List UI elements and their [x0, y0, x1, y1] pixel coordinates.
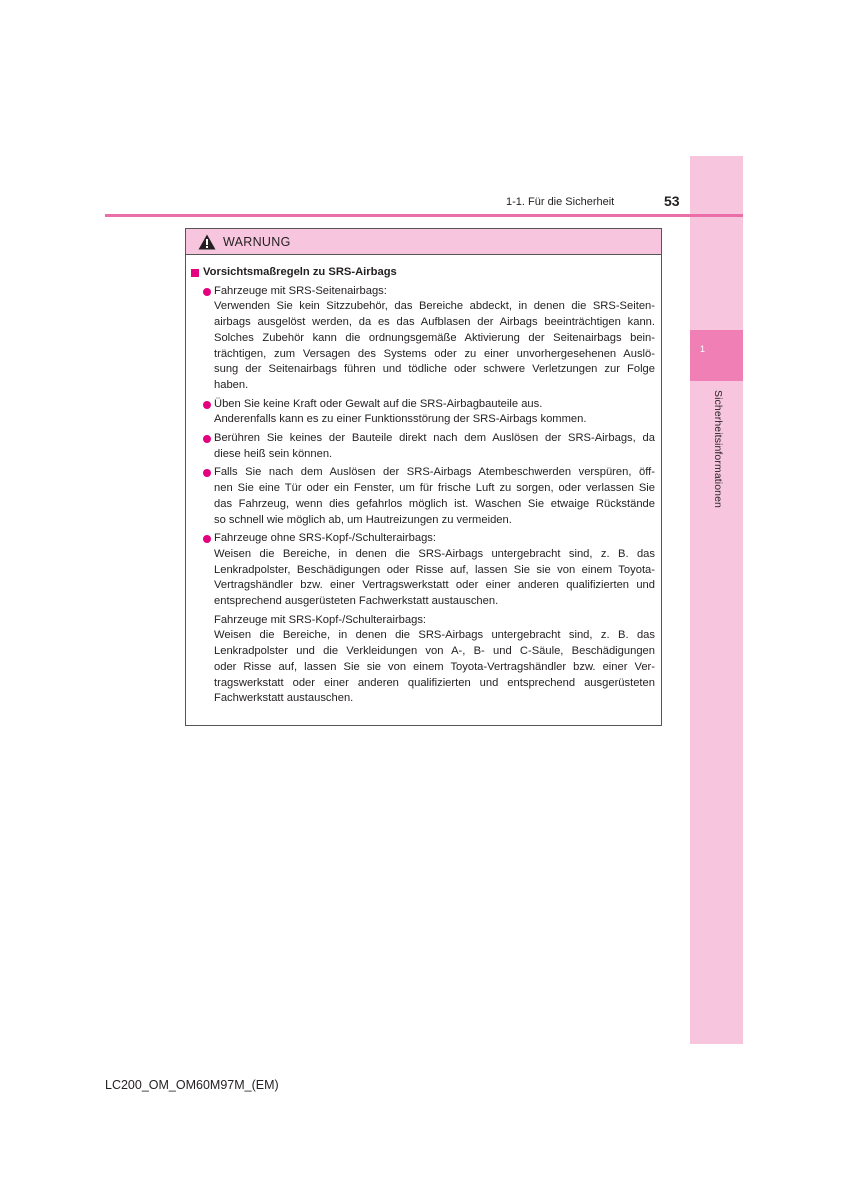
item-text-line: Üben Sie keine Kraft oder Gewalt auf die SRS-Airbagbauteile aus.	[214, 397, 543, 410]
round-bullet-icon	[203, 469, 211, 477]
side-tab	[690, 156, 743, 1044]
round-bullet-icon	[203, 535, 211, 543]
warning-box	[185, 228, 662, 726]
item-text-line: Fachwerkstatt austauschen.	[214, 692, 354, 705]
item-text-line: Falls Sie nach dem Auslösen der SRS-Airbags Atembeschwerden verspüren, öff-	[214, 466, 655, 479]
item-text-line: oder Risse auf, lassen Sie sie von einem Toyota-Vertragshändler bzw. einer Ver-	[214, 660, 655, 673]
item-text-line: haben.	[214, 378, 249, 391]
item-text-line: das Fahrzeug, wenn dies gefahrlos möglich ist. Waschen Sie etwaige Rückstände	[214, 497, 655, 510]
side-tab-chapter-marker[interactable]	[690, 330, 743, 381]
item-text-line: airbags ausgelöst werden, da es das Aufblasen der Airbags beeinträchtigen kann.	[214, 316, 655, 329]
side-tab-chapter-label: Sicherheitsinformationen	[712, 390, 724, 508]
round-bullet-icon	[203, 435, 211, 443]
sub-paragraph	[214, 613, 655, 707]
item-text-line: tragswerkstatt oder einer anderen qualifizierten und entsprechend ausgerüsteten	[214, 676, 655, 689]
item-text-line: Vertragshändler bzw. einer Vertragswerkstatt oder einer anderen qualifizierten und	[214, 579, 655, 592]
round-bullet-icon	[203, 288, 211, 296]
warning-body	[186, 255, 661, 707]
item-text-line: Fahrzeuge mit SRS-Seitenairbags:	[214, 284, 387, 297]
warning-title: WARNUNG	[223, 234, 291, 249]
warning-triangle-icon	[198, 234, 216, 250]
item-text-line: Fahrzeuge ohne SRS-Kopf-/Schulterairbags:	[214, 532, 437, 545]
item-text-line: Solches Zubehör kann die ordnungsgemäße Aktivierung der Seitenairbags bein-	[214, 331, 655, 344]
header-divider	[105, 214, 743, 217]
item-text-line: Weisen die Bereiche, in denen die SRS-Airbags untergebracht sind, z. B. das	[214, 629, 655, 642]
round-bullet-icon	[203, 401, 211, 409]
item-text-line: Anderenfalls kann es zu einer Funktionsstörung der SRS-Airbags kommen.	[214, 413, 587, 426]
header-section-title: 1-1. Für die Sicherheit	[506, 196, 615, 208]
item-text-line: Lenkradpolster, Beschädigungen oder Risse auf, lassen Sie sie von einem Toyota-	[214, 563, 655, 576]
side-tab-chapter-number: 1	[700, 344, 706, 354]
item-text-line: entsprechend ausgerüsteten Fachwerkstatt austauschen.	[214, 595, 499, 608]
section-heading	[191, 265, 655, 281]
list-item	[191, 431, 655, 462]
item-text-line: Lenkradpolster und die Verkleidungen von A-, B- und C-Säule, Beschädigungen	[214, 645, 655, 658]
list-item	[191, 397, 655, 428]
item-text-line: Berühren Sie keines der Bauteile direkt nach dem Auslösen der SRS-Airbags, da	[214, 432, 655, 445]
section-heading-text: Vorsichtsmaßregeln zu SRS-Airbags	[203, 266, 397, 278]
item-text-line: trächtigen, zum Versagen des Systems oder zu einer unvorhergesehenen Auslö-	[214, 347, 655, 360]
item-text-line: diese heiß sein können.	[214, 447, 333, 460]
warning-header	[186, 229, 661, 255]
document-code: LC200_OM_OM60M97M_(EM)	[105, 1078, 279, 1092]
item-text-line: Verwenden Sie kein Sitzzubehör, das Bereiche abdeckt, in denen die SRS-Seiten-	[214, 300, 655, 313]
item-text-line: nen Sie eine Tür oder ein Fenster, um für frische Luft zu sorgen, oder verlassen Sie	[214, 482, 655, 495]
item-text-line: Weisen die Bereiche, in denen die SRS-Airbags untergebracht sind, z. B. das	[214, 547, 655, 560]
list-item	[191, 465, 655, 528]
page-number: 53	[664, 193, 680, 209]
item-text-line: sung der Seitenairbags führen und tödliche oder schwere Verletzungen zur Folge	[214, 363, 655, 376]
list-item	[191, 284, 655, 394]
item-text-line: so schnell wie möglich ab, um Hautreizungen zu vermeiden.	[214, 513, 512, 526]
square-bullet-icon	[191, 269, 199, 277]
list-item	[191, 531, 655, 707]
item-text-line: Fahrzeuge mit SRS-Kopf-/Schulterairbags:	[214, 613, 427, 626]
